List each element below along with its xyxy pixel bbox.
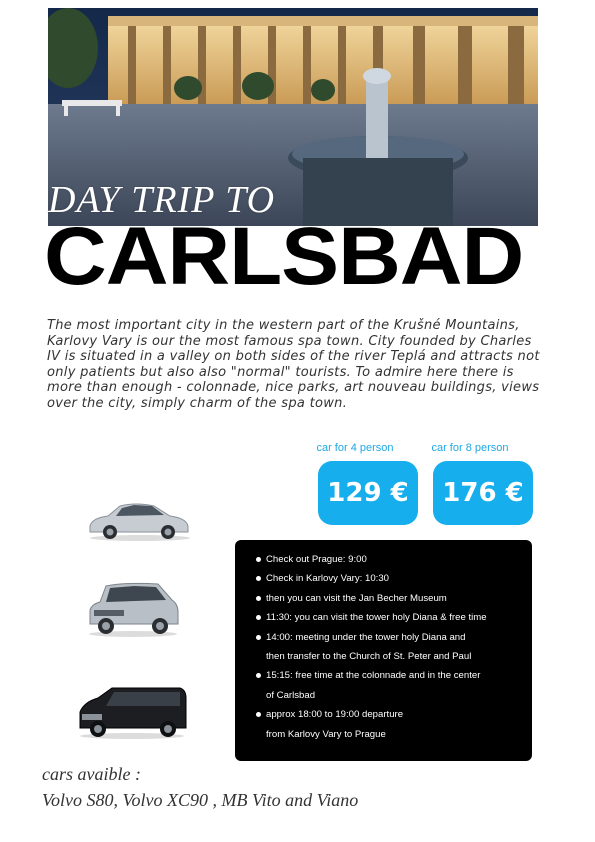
car-van-image (76, 684, 188, 745)
schedule-list (235, 540, 532, 744)
schedule-item-text: 15:15: free time at the colonnade and in the center (266, 670, 481, 682)
price-badge-8-person: 176 € (433, 461, 533, 525)
schedule-item (256, 666, 532, 705)
schedule-item-text: of Carlsbad (266, 689, 316, 701)
cars-available-label: cars avaible : (42, 764, 141, 784)
schedule-panel (235, 540, 532, 761)
schedule-item (256, 628, 532, 667)
bullet-icon (256, 635, 261, 640)
bullet-icon (256, 615, 261, 620)
cars-available-list: Volvo S80, Volvo XC90 , MB Vito and Viano (42, 790, 359, 810)
schedule-item-text: Check out Prague: 9:00 (266, 554, 367, 565)
title-carlsbad: CARLSBAD (44, 211, 524, 302)
bullet-icon (256, 576, 261, 581)
schedule-item-text: from Karlovy Vary to Prague (266, 728, 386, 740)
car-sedan-image (86, 498, 192, 547)
car-suv-image (86, 580, 180, 643)
title-day-trip-to: DAY TRIP TO (48, 179, 276, 221)
schedule-item-text: Check in Karlovy Vary: 10:30 (266, 573, 389, 585)
bullet-icon (256, 673, 261, 678)
schedule-item (256, 569, 532, 588)
bullet-icon (256, 596, 261, 601)
schedule-item-text: 14:00: meeting under the tower holy Diana and (266, 631, 466, 643)
schedule-item (256, 589, 532, 608)
price-label-4-person: car for 4 person (316, 442, 394, 454)
bullet-icon (256, 712, 261, 717)
price-label-8-person: car for 8 person (431, 442, 509, 454)
schedule-item-text: then transfer to the Church of St. Peter and Paul (266, 651, 472, 663)
schedule-item (256, 705, 532, 744)
description-text: The most important city in the western part of the Krušné Mountains, Karlovy Vary is our the most famous spa town. City founded by Charles IV is situated in a valley on both sides of the river Teplá and attracts not only patients but also also "normal" tourists. To admire here there is more than enough - colonnade, nice parks, art nouveau buildings, views over the city, simply charm of the spa town. (47, 318, 540, 411)
bullet-icon (256, 557, 261, 562)
schedule-item-text: approx 18:00 to 19:00 departure (266, 709, 404, 721)
price-badge-4-person: 129 € (318, 461, 418, 525)
schedule-item-text: then you can visit the Jan Becher Museum (266, 592, 447, 604)
schedule-item (256, 608, 532, 627)
schedule-item-text: 11:30: you can visit the tower holy Diana & free time (266, 612, 487, 624)
schedule-item (256, 550, 532, 569)
